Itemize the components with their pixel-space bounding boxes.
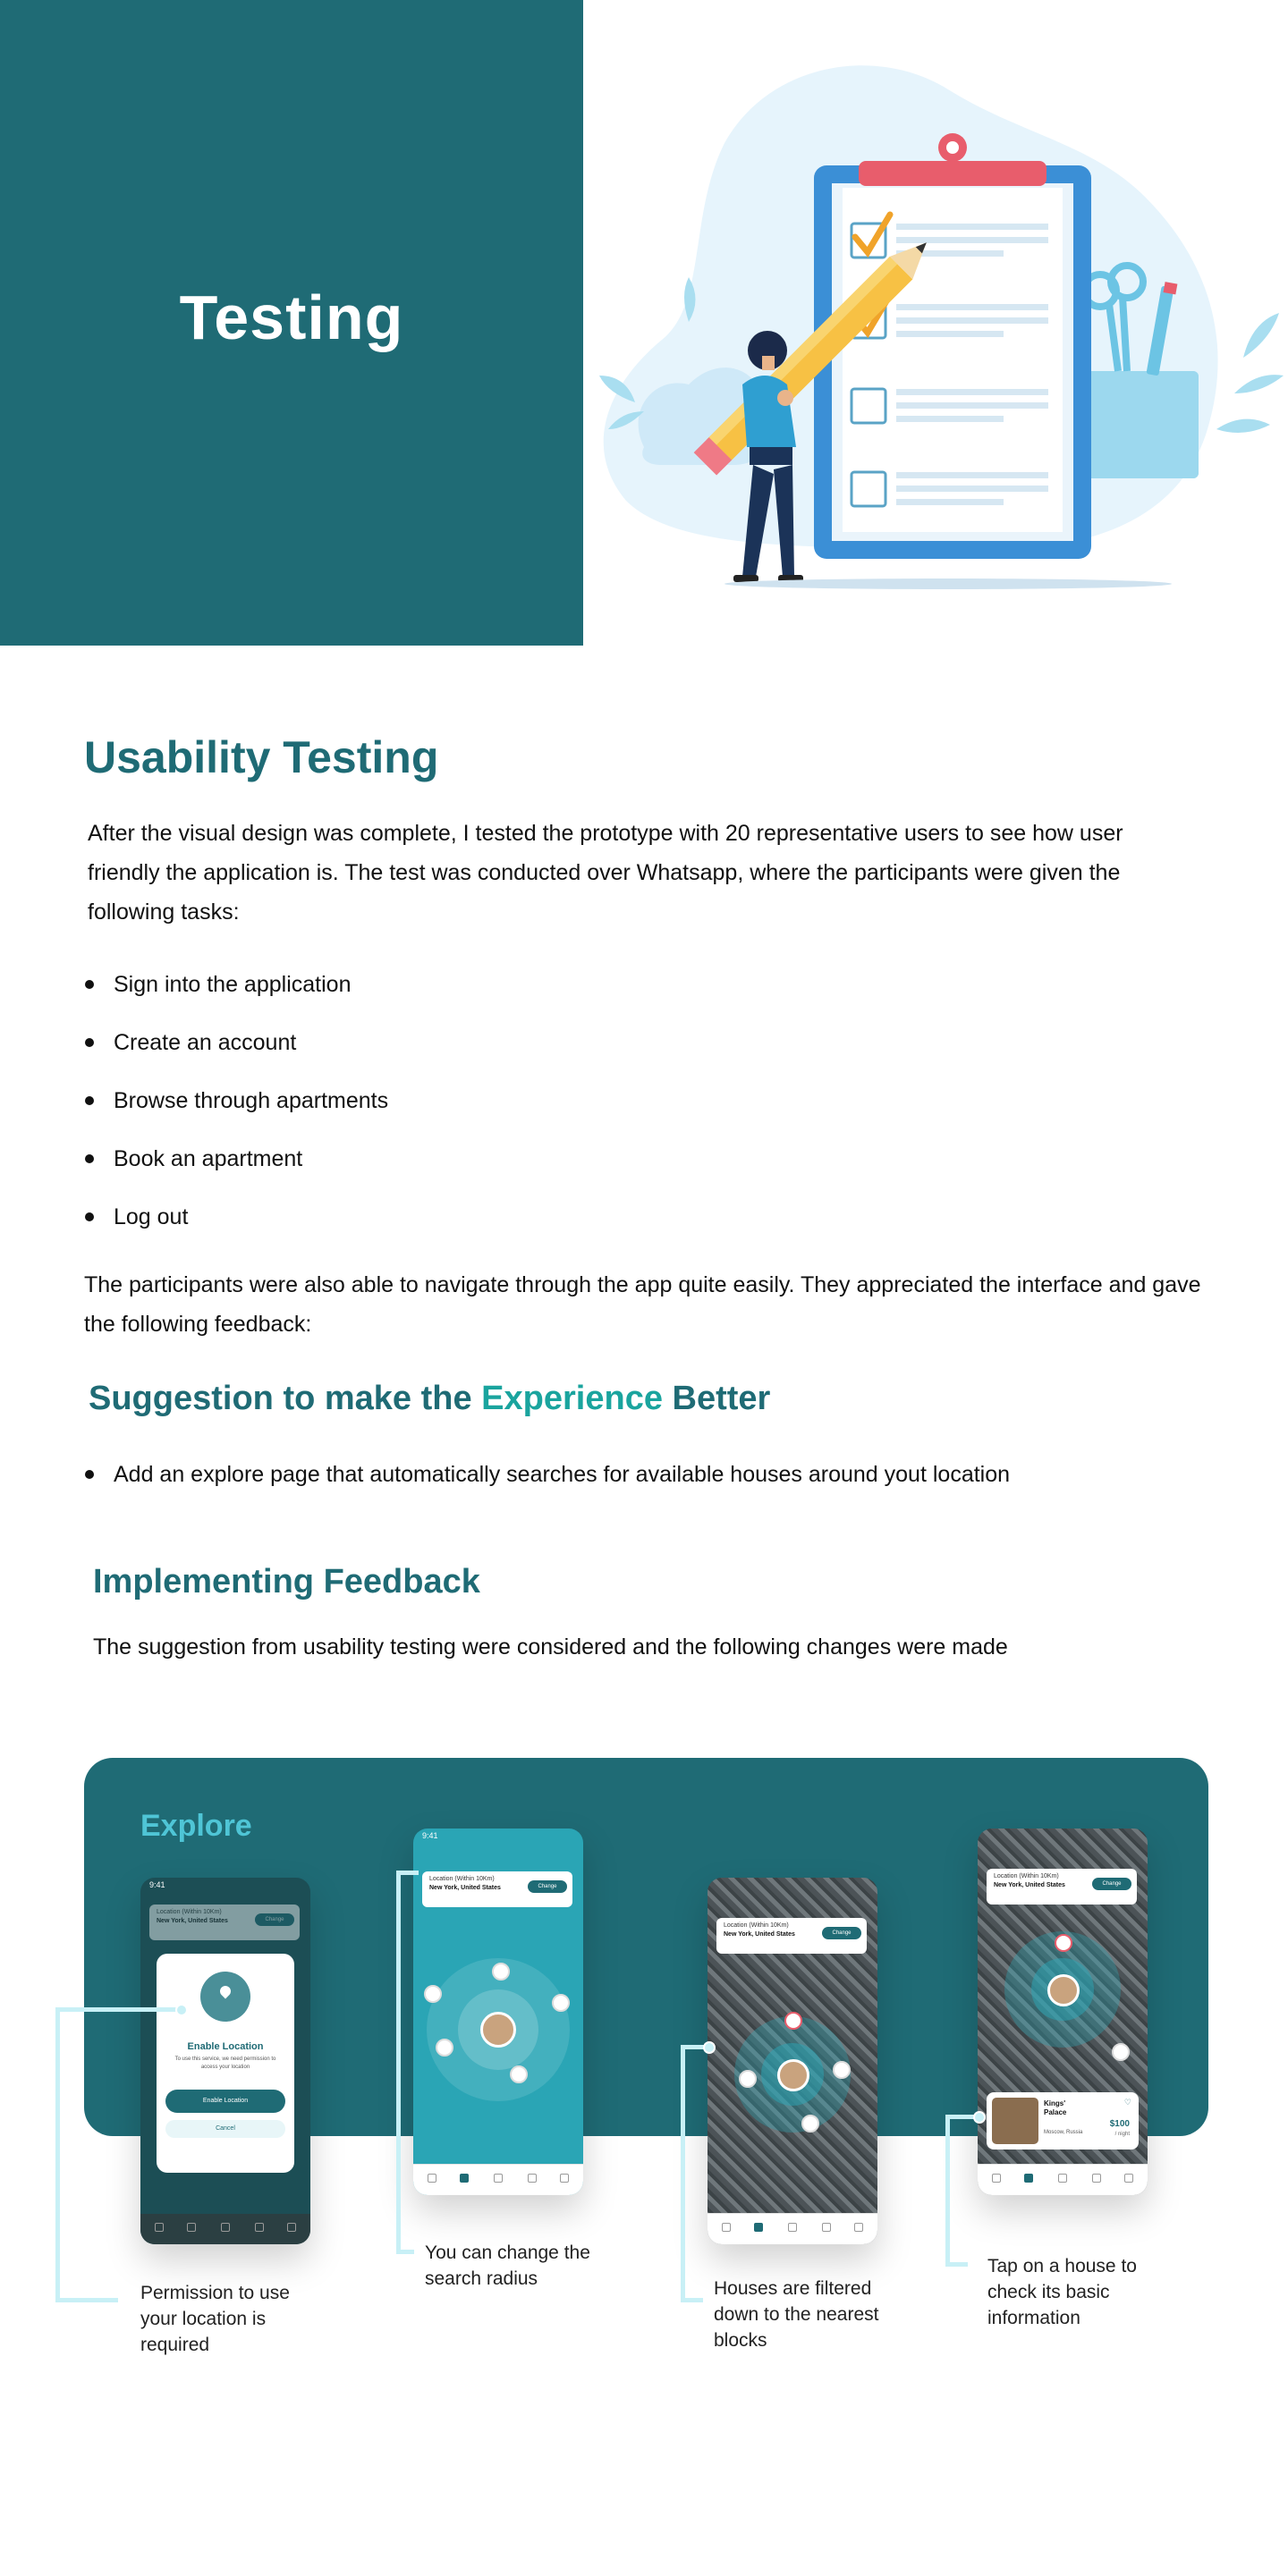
house-pin-icon[interactable] [1112,2043,1130,2061]
profile-icon[interactable] [560,2174,569,2183]
home-icon[interactable] [428,2174,436,2183]
house-thumbnail [992,2098,1038,2144]
home-icon[interactable] [992,2174,1001,2183]
list-item: Sign into the application [85,969,388,1027]
change-button[interactable]: Change [528,1880,567,1893]
callout-line [681,2045,685,2302]
house-price: $100 [1109,2119,1130,2129]
list-item: Log out [85,1202,388,1260]
house-card[interactable] [987,2092,1139,2149]
avatar [777,2059,809,2091]
house-pin-icon[interactable] [833,2061,851,2079]
house-pin-icon[interactable] [510,2065,528,2083]
implementing-text: The suggestion from usability testing were considered and the following changes were made [93,1634,1008,1660]
caption-radius: You can change the search radius [425,2242,590,2289]
suggestion-heading-start: Suggestion to make the [89,1380,482,1417]
callout-line [396,1871,401,2253]
house-name: Kings' Palace [1044,2099,1067,2116]
location-label: Location (Within 10Km) [157,1909,222,1915]
usability-outro: The participants were also able to navigate through the app quite easily. They appreciated the interface and gave the following feedback: [84,1272,1201,1337]
bottom-nav [140,2214,310,2244]
enable-location-button[interactable]: Enable Location [165,2090,285,2113]
suggestion-heading-end: Better [662,1380,771,1417]
house-pin-icon[interactable] [436,2039,453,2057]
callout-line [55,2007,181,2012]
location-value: New York, United States [429,1885,501,1891]
callout-line [681,2298,703,2302]
categories-icon[interactable] [221,2223,230,2232]
location-card [149,1905,300,1940]
location-label: Location (Within 10Km) [724,1922,789,1929]
location-pin-icon [200,1972,250,2022]
phone-permission [140,1878,310,2244]
permission-modal [157,1954,294,2173]
hero-title: Testing [179,283,404,352]
status-time: 9:41 [149,1880,165,1889]
list-item: Browse through apartments [85,1085,388,1144]
explore-icon[interactable] [754,2223,763,2232]
house-pin-icon[interactable] [552,1994,570,2012]
suggestion-heading [89,1380,770,1418]
explore-icon[interactable] [460,2174,469,2183]
callout-dot [973,2111,986,2124]
list-item: Book an apartment [85,1144,388,1202]
profile-icon[interactable] [287,2223,296,2232]
task-list [85,969,388,1260]
callout-line [55,2007,60,2302]
caption-filtered: Houses are filtered down to the nearest blocks [714,2278,879,2351]
usability-heading: Usability Testing [84,732,439,782]
callout-dot [703,2041,716,2054]
callout-line [396,2250,414,2254]
cancel-button[interactable]: Cancel [165,2120,285,2138]
caption-permission: Permission to use your location is required [140,2283,290,2355]
modal-title: Enable Location [187,2041,264,2052]
categories-icon[interactable] [1058,2174,1067,2183]
house-pin-icon[interactable] [492,1963,510,1981]
change-button[interactable]: Change [822,1927,861,1939]
callout-line [55,2298,118,2302]
callout-line [945,2115,950,2267]
suggestion-heading-accent: Experience [481,1380,663,1417]
location-card [987,1869,1137,1905]
hero-banner [0,0,583,646]
location-card [422,1871,572,1907]
house-pin-icon[interactable] [424,1985,442,2003]
explore-icon[interactable] [1024,2174,1033,2183]
avatar [480,2012,516,2048]
categories-icon[interactable] [788,2223,797,2232]
location-label: Location (Within 10Km) [994,1873,1059,1879]
inbox-icon[interactable] [822,2223,831,2232]
explore-title: Explore [140,1809,252,1843]
home-icon[interactable] [722,2223,731,2232]
list-item: Add an explore page that automatically searches for available houses around yout location [85,1459,1010,1517]
implementing-heading: Implementing Feedback [93,1563,480,1600]
location-label: Location (Within 10Km) [429,1876,495,1882]
status-time: 9:41 [422,1831,438,1840]
price-unit: / night [1114,2132,1130,2137]
phone-filtered [708,1878,877,2244]
callout-dot [175,2004,188,2016]
usability-intro: After the visual design was complete, I tested the prototype with 20 representative users to see how user friendly the application is. The test was conducted over Whatsapp, where the participants were given the following tasks: [88,821,1123,925]
categories-icon[interactable] [494,2174,503,2183]
avatar [1047,1974,1080,2006]
bottom-nav [413,2164,583,2195]
caption-house-info: Tap on a house to check its basic information [987,2256,1137,2328]
location-card [716,1918,867,1954]
house-pin-icon[interactable] [739,2070,757,2088]
bottom-nav [708,2213,877,2244]
location-value: New York, United States [157,1918,228,1924]
home-icon[interactable] [155,2223,164,2232]
profile-icon[interactable] [1124,2174,1133,2183]
change-button[interactable]: Change [255,1913,294,1926]
modal-text: To use this service, we need permission to access your location [174,2057,276,2070]
explore-icon[interactable] [187,2223,196,2232]
inbox-icon[interactable] [528,2174,537,2183]
house-pin-icon[interactable] [1055,1934,1072,1952]
heart-icon[interactable]: ♡ [1123,2098,1131,2107]
phone-house-card [978,1829,1148,2195]
clipboard-illustration [590,54,1288,590]
location-value: New York, United States [994,1882,1065,1888]
change-button[interactable]: Change [1092,1878,1131,1890]
location-value: New York, United States [724,1931,795,1938]
phone-radius [413,1829,583,2195]
callout-line [945,2262,968,2267]
house-location: Moscow, Russia [1044,2130,1083,2135]
suggestion-list [85,1459,1010,1517]
inbox-icon[interactable] [1092,2174,1101,2183]
house-pin-icon[interactable] [801,2115,819,2133]
list-item: Create an account [85,1027,388,1085]
profile-icon[interactable] [854,2223,863,2232]
bottom-nav [978,2164,1148,2195]
house-pin-icon[interactable] [784,2012,802,2030]
inbox-icon[interactable] [255,2223,264,2232]
